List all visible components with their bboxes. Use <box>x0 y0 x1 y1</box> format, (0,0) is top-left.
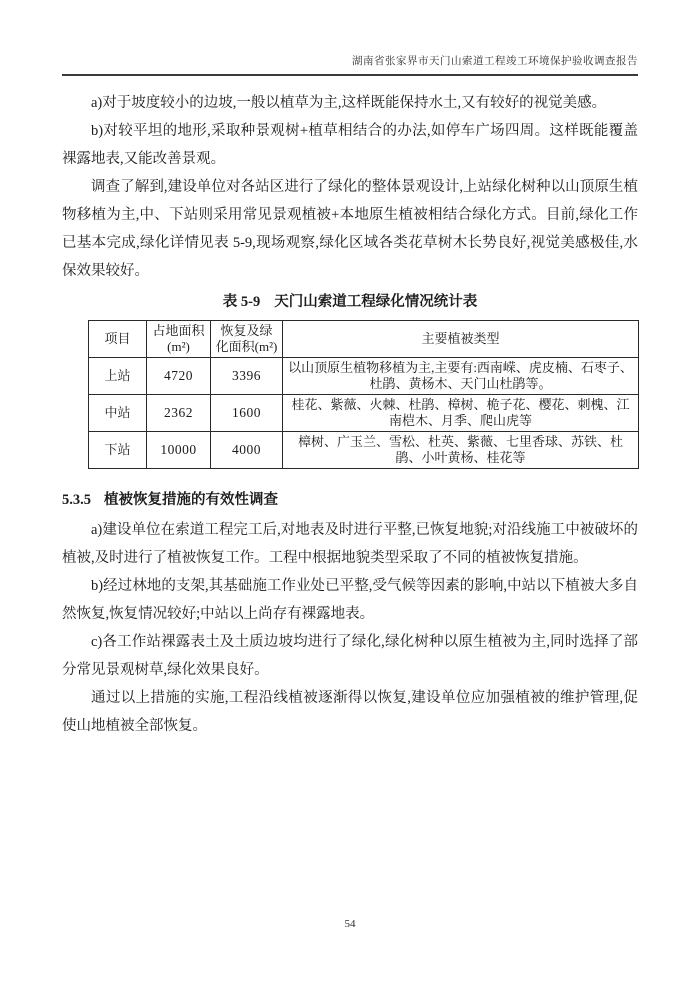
cell-restored: 3396 <box>211 358 283 395</box>
cell-station: 中站 <box>89 395 147 432</box>
col-header-item: 项目 <box>89 321 147 358</box>
section-heading-535 <box>62 488 638 512</box>
running-header <box>62 0 638 76</box>
paragraph-survey: 调查了解到,建设单位对各站区进行了绿化的整体景观设计,上站绿化树种以山顶原生植物移植为主,中、下站则采用常见景观植被+本地原生植被相结合绿化方式。目前,绿化工作已基本完成,绿化详情见表 5-9,现场观察,绿化区域各类花草树木长势良好,视觉美感极佳,水保效果较好。 <box>62 179 638 279</box>
table-title <box>62 292 638 312</box>
table-row <box>89 358 639 395</box>
page-number: 54 <box>344 918 356 930</box>
cell-plants: 以山顶原生植物移植为主,主要有:西南嵘、虎皮楠、石枣子、杜鹃、黄杨木、天门山杜鹃等。 <box>283 358 639 395</box>
cell-area: 10000 <box>147 432 211 469</box>
cell-restored: 4000 <box>211 432 283 469</box>
table-row <box>89 395 639 432</box>
page-body <box>62 89 638 740</box>
cell-restored: 1600 <box>211 395 283 432</box>
paragraph-effect-c: c)各工作站裸露表土及土质边坡均进行了绿化,绿化树种以原生植被为主,同时选择了部分常见景观树草,绿化效果良好。 <box>62 634 638 678</box>
running-header-title: 湖南省张家界市天门山索道工程竣工环境保护验收调查报告 <box>352 56 638 67</box>
greening-statistics-table <box>88 320 639 469</box>
col-header-area: 占地面积(m²) <box>147 321 211 358</box>
cell-plants: 桂花、紫薇、火棘、杜鹃、樟树、桅子花、樱花、刺槐、江南桤木、月季、爬山虎等 <box>283 395 639 432</box>
cell-area: 2362 <box>147 395 211 432</box>
table-caption: 天门山索道工程绿化情况统计表 <box>274 294 478 310</box>
cell-station: 上站 <box>89 358 147 395</box>
paragraph-effect-b: b)经过林地的支架,其基础施工作业处已平整,受气候等因素的影响,中站以下植被大多自然恢复,恢复情况较好;中站以上尚存有裸露地表。 <box>62 578 638 622</box>
table-number: 表 5-9 <box>222 294 261 310</box>
cell-area: 4720 <box>147 358 211 395</box>
section-title: 植被恢复措施的有效性调查 <box>104 492 278 508</box>
paragraph-closing: 通过以上措施的实施,工程沿线植被逐渐得以恢复,建设单位应加强植被的维护管理,促使山地植被全部恢复。 <box>62 690 638 734</box>
table-row <box>89 432 639 469</box>
section-number: 5.3.5 <box>62 492 91 508</box>
paragraph-slope-a: a)对于坡度较小的边坡,一般以植草为主,这样既能保持水土,又有较好的视觉美感。 <box>91 95 607 111</box>
paragraph-effect-a: a)建设单位在索道工程完工后,对地表及时进行平整,已恢复地貌;对沿线施工中被破坏的植被,及时进行了植被恢复工作。工程中根据地貌类型采取了不同的植被恢复措施。 <box>62 522 638 566</box>
cell-plants: 樟树、广玉兰、雪松、杜英、紫薇、七里香球、苏铁、杜鹃、小叶黄杨、桂花等 <box>283 432 639 469</box>
table-header-row <box>89 321 639 358</box>
cell-station: 下站 <box>89 432 147 469</box>
paragraph-flat-b: b)对较平坦的地形,采取种景观树+植草相结合的办法,如停车广场四周。这样既能覆盖裸露地表,又能改善景观。 <box>62 123 638 167</box>
col-header-plants: 主要植被类型 <box>283 321 639 358</box>
col-header-restored: 恢复及绿化面积(m²) <box>211 321 283 358</box>
